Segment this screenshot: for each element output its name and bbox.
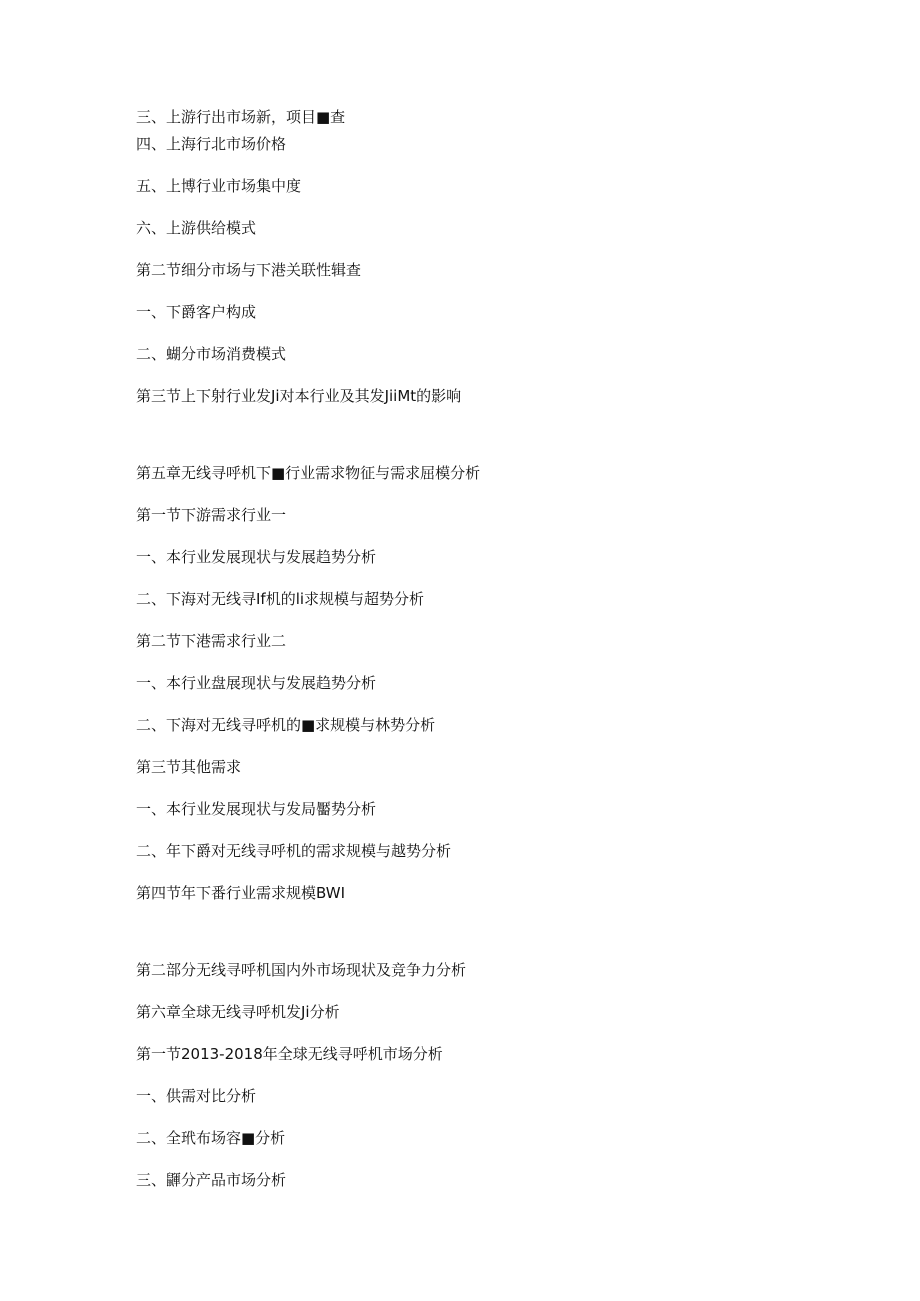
toc-line-demand-scale-2: 二、下海对无线寻呼机的■求规模与林势分析 xyxy=(136,716,436,734)
toc-line-downstream-customers: 一、下爵客户构成 xyxy=(136,303,257,321)
toc-line-industry-status-1: 一、本行业发展现状与发展趋势分析 xyxy=(136,548,377,566)
toc-line-segment-consumption: 二、蝴分市场消费模式 xyxy=(136,345,287,363)
toc-section-upstream-downstream-impact: 第三节上下射行业发Ji对本行业及其发JiiMt的影响 xyxy=(136,387,462,405)
toc-section-global-market: 第一节2013-2018年全球无线寻呼机市场分析 xyxy=(136,1045,443,1063)
toc-section-demand-scale: 第四节年下番行业需求规模BWI xyxy=(136,884,346,902)
toc-line-upstream-supply-mode: 六、上游供给模式 xyxy=(136,219,257,237)
toc-line-industry-status-3: 一、本行业发展现状与发局靨势分析 xyxy=(136,800,377,818)
toc-section-downstream-two: 第二节下港需求行业二 xyxy=(136,632,287,650)
toc-line-supply-demand: 一、供需对比分析 xyxy=(136,1087,257,1105)
toc-line-product-market: 三、鼲分产品市场分析 xyxy=(136,1171,287,1189)
toc-line-demand-scale-3: 二、年下爵对无线寻呼机的需求规模与越势分析 xyxy=(136,842,452,860)
toc-line-demand-scale-1: 二、下海对无线寻If机的li求规模与超势分析 xyxy=(136,590,425,608)
toc-line-upstream-market: 三、上游行出市场新，项目■查 xyxy=(136,108,346,126)
toc-part-two: 第二部分无线寻呼机国内外市场现状及竞争力分析 xyxy=(136,961,467,979)
toc-line-upstream-concentration: 五、上博行业市场集中度 xyxy=(136,177,302,195)
toc-chapter-six: 第六章全球无线寻呼机发Ji分析 xyxy=(136,1003,340,1021)
toc-line-upstream-price: 四、上海行北市场价格 xyxy=(136,135,287,153)
toc-chapter-five: 第五章无线寻呼机下■行业需求物征与需求屈模分析 xyxy=(136,464,481,482)
toc-section-segment-downstream: 第二节细分市场与下港关联性辑查 xyxy=(136,261,362,279)
toc-section-downstream-one: 第一节下游需求行业一 xyxy=(136,506,287,524)
toc-section-other-demand: 第三节其他需求 xyxy=(136,758,242,776)
toc-line-market-capacity: 二、全玳布场容■分析 xyxy=(136,1129,286,1147)
toc-line-industry-status-2: 一、本行业盘展现状与发展趋势分析 xyxy=(136,674,377,692)
